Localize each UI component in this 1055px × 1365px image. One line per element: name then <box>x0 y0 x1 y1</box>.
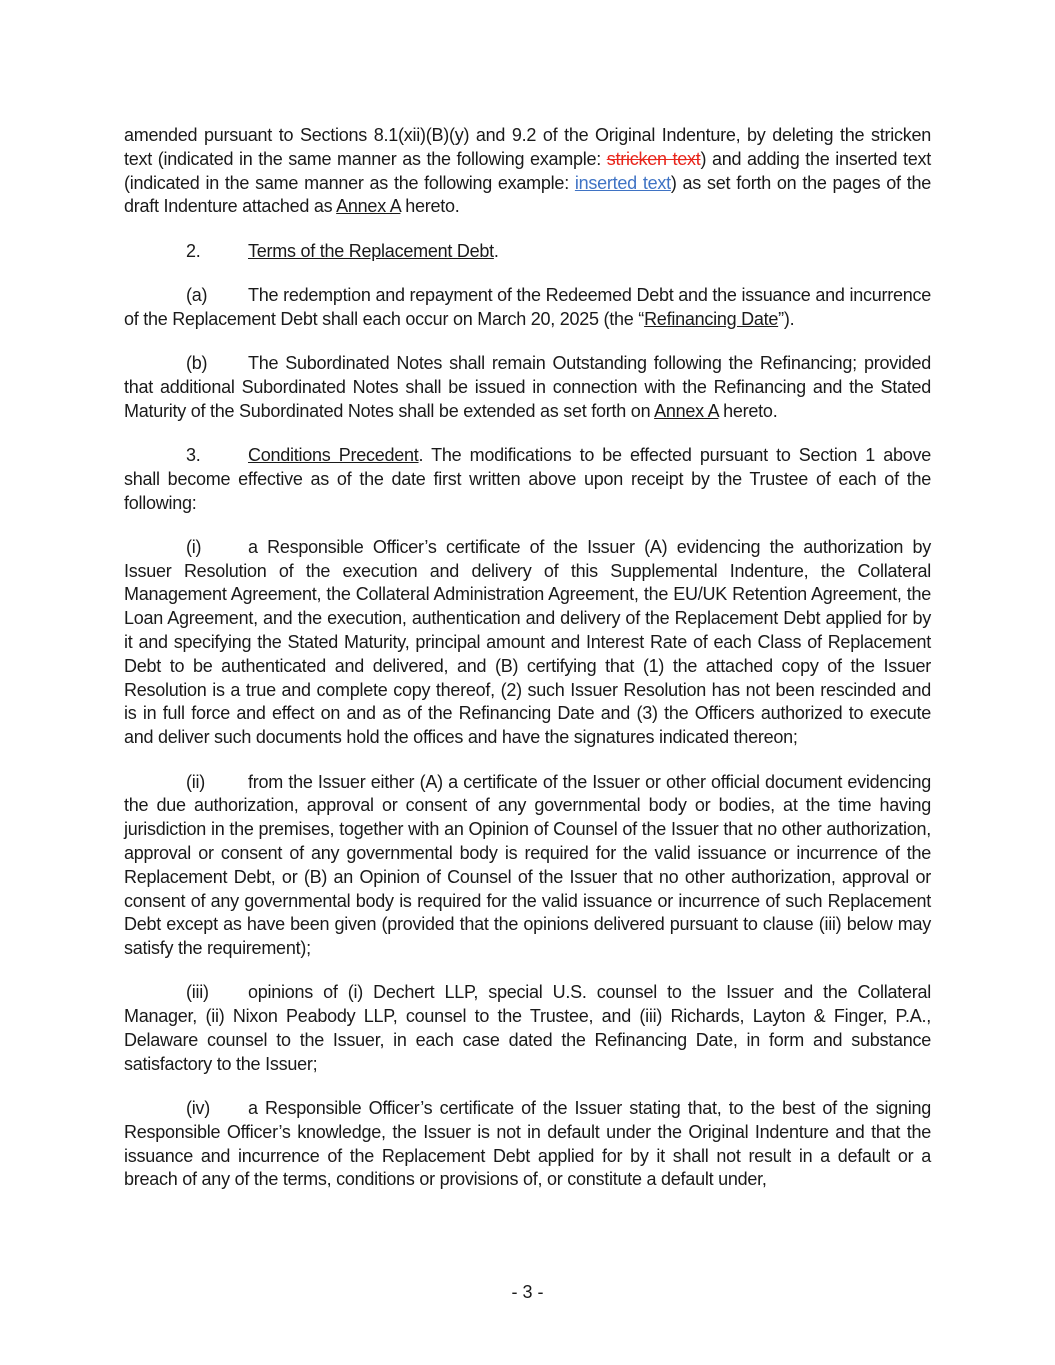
text-run: ) and adding the inserted text (indicated in the same manner as the following example: <box>124 148 932 193</box>
text-run: The redemption and repayment of the Redeemed Debt and the issuance and incurrence of the Replacement Debt shall each occur on March 20, 2025 (the “ <box>124 284 931 329</box>
text-run: ) as set forth on the pages of the draft Indenture attached as <box>124 172 931 217</box>
text-run: . <box>493 240 499 261</box>
text-run: from the Issuer either (A) a certificate of the Issuer or other official document evidencing the due authorization, approval or consent of any governmental body or bodies, at the time having jurisdiction in the premises, together with an Opinion of Counsel of the Issuer that no other authorization, approval or consent of any governmental body is required for the valid issuance or incurrence of the Replacement Debt, or (B) an Opinion of Counsel of the Issuer that no other authorization, approval or consent of any governmental body is required for the valid issuance or incurrence of such Replacement Debt except as have been given (provided that the opinions delivered pursuant to clause (iii) below may satisfy the requirement); <box>124 771 931 959</box>
text-run: a Responsible Officer’s certificate of the Issuer (A) evidencing the authorization by Issuer Resolution of the execution and delivery of this Supplemental Indenture, the Collateral Management Agreement, the Collateral Administration Agreement, the EU/UK Retention Agreement, the Loan Agreement, and the execution, authentication and delivery of the Replacement Debt applied for by it and specifying the Stated Maturity, principal amount and Interest Rate of each Class of Replacement Debt to be authenticated and delivered, and (B) certifying that (1) the attached copy of the Issuer Resolution is a true and complete copy thereof, (2) such Issuer Resolution has not been rescinded and is in full force and effect on and as of the Refinancing Date and (3) the Officers authorized to execute and deliver such documents hold the offices and have the signatures indicated thereon; <box>124 536 931 748</box>
section-number: 2. <box>186 240 201 261</box>
clause-label: (iv) <box>186 1098 210 1119</box>
stricken-text-example: stricken text <box>606 148 701 169</box>
section-3-paragraph <box>124 444 931 515</box>
defined-term-refinancing-date: Refinancing Date <box>644 308 779 329</box>
clause-label: (ii) <box>186 771 205 792</box>
text-run: amended pursuant to Sections 8.1(xii)(B)(y) and 9.2 of the Original Indenture, by deleting the stricken text (indicated in the same manner as the following example: <box>124 125 931 169</box>
section-2a-paragraph <box>124 284 931 332</box>
section-2-heading <box>124 240 931 264</box>
text-run: The Subordinated Notes shall remain Outstanding following the Refinancing; provided that additional Subordinated Notes shall be issued in connection with the Refinancing and the Stated Maturity of the Subordinated Notes shall be extended as set forth on <box>124 353 931 421</box>
text-run: . The modifications to be effected pursuant to Section 1 above shall become effective as of the date first written above upon receipt by the Trustee of each of the following: <box>124 444 932 513</box>
section-2b-paragraph <box>124 352 931 423</box>
text-run: opinions of (i) Dechert LLP, special U.S. counsel to the Issuer and the Collateral Manager, (ii) Nixon Peabody LLP, counsel to the Trustee, and (iii) Richards, Layton & Finger, P.A., Delaware counsel to the Issuer, in each case dated the Refinancing Date, in form and substance satisfactory to the Issuer; <box>124 982 931 1074</box>
section-number: 3. <box>186 444 201 465</box>
text-run: a Responsible Officer’s certificate of the Issuer stating that, to the best of the signing Responsible Officer’s knowledge, the Issuer is not in default under the Original Indenture and that the issuance and incurrence of the Replacement Debt applied for by it shall not result in a default or a breach of any of the terms, conditions or provisions of, or constitute a default under, <box>124 1098 931 1190</box>
inserted-text-example: inserted text <box>574 172 671 193</box>
condition-iv-paragraph <box>124 1097 931 1192</box>
clause-label: (iii) <box>186 982 209 1003</box>
section-title: Terms of the Replacement Debt <box>248 240 494 261</box>
clause-label: (a) <box>186 284 208 305</box>
clause-label: (i) <box>186 536 202 557</box>
condition-iii-paragraph <box>124 981 931 1076</box>
page-number: - 3 - <box>511 1282 544 1302</box>
paragraph-amendment-intro <box>124 124 931 219</box>
annex-a-reference: Annex A <box>654 400 719 421</box>
document-page <box>124 124 931 1213</box>
condition-i-paragraph <box>124 536 931 750</box>
text-run: hereto. <box>400 196 460 217</box>
text-run: ”). <box>778 308 795 329</box>
section-title: Conditions Precedent <box>248 444 419 465</box>
annex-a-reference: Annex A <box>336 196 401 217</box>
clause-label: (b) <box>186 353 208 374</box>
condition-ii-paragraph <box>124 771 931 961</box>
text-run: hereto. <box>718 400 778 421</box>
